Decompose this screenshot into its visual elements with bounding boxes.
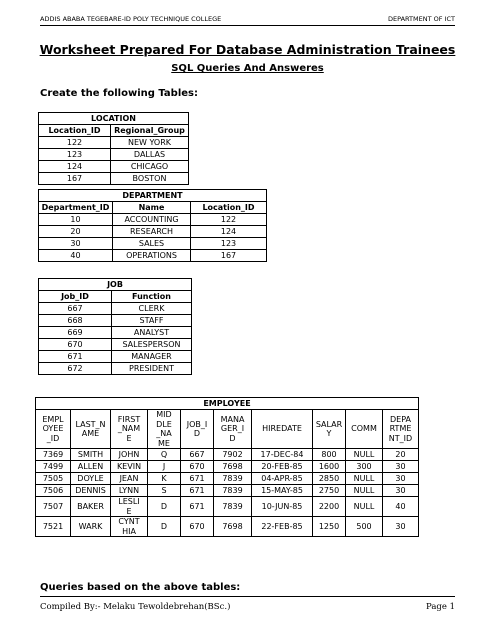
- table-cell: LYNN: [111, 485, 148, 497]
- table-cell: 04-APR-85: [252, 473, 313, 485]
- employee-table: [35, 397, 419, 537]
- column-header: EMPL OYEE _ID: [36, 410, 71, 449]
- table-row: [36, 497, 419, 517]
- table-row: [39, 149, 189, 161]
- page-number: Page 1: [426, 602, 455, 612]
- table-cell: 7506: [36, 485, 71, 497]
- table-cell: 2850: [313, 473, 346, 485]
- table-cell: PRESIDENT: [112, 363, 192, 375]
- table-cell: MANAGER: [112, 351, 192, 363]
- table-cell: CYNT HIA: [111, 517, 148, 537]
- table-cell: Q: [148, 449, 181, 461]
- table-cell: OPERATIONS: [113, 250, 191, 262]
- table-cell: CHICAGO: [111, 161, 189, 173]
- page-footer: [40, 596, 455, 617]
- table-row: [39, 214, 267, 226]
- table-row: [39, 363, 192, 375]
- table-cell: 7507: [36, 497, 71, 517]
- table-cell: NULL: [346, 449, 383, 461]
- column-header: Location_ID: [39, 125, 111, 137]
- table-cell: 122: [191, 214, 267, 226]
- table-cell: 10-JUN-85: [252, 497, 313, 517]
- table-cell: 7839: [214, 497, 252, 517]
- table-cell: 20-FEB-85: [252, 461, 313, 473]
- table-cell: 30: [383, 485, 419, 497]
- table-cell: 124: [191, 226, 267, 238]
- column-header: LAST_N AME: [71, 410, 111, 449]
- table-cell: 672: [39, 363, 112, 375]
- column-header: Name: [113, 202, 191, 214]
- table-cell: NULL: [346, 473, 383, 485]
- table-cell: 2750: [313, 485, 346, 497]
- section-heading-create: Create the following Tables:: [40, 88, 198, 99]
- table-cell: 1600: [313, 461, 346, 473]
- page-subtitle: SQL Queries And Answeres: [171, 63, 324, 74]
- table-cell: 7902: [214, 449, 252, 461]
- table-cell: 124: [39, 161, 111, 173]
- table-caption: LOCATION: [39, 113, 189, 125]
- table-cell: 2200: [313, 497, 346, 517]
- table-cell: 30: [383, 517, 419, 537]
- table-row: [39, 226, 267, 238]
- table-cell: BOSTON: [111, 173, 189, 185]
- table-row: [39, 315, 192, 327]
- table-cell: 167: [39, 173, 111, 185]
- table-cell: ALLEN: [71, 461, 111, 473]
- table-cell: NULL: [346, 497, 383, 517]
- table-cell: 40: [383, 497, 419, 517]
- table-cell: DOYLE: [71, 473, 111, 485]
- table-row: [39, 238, 267, 250]
- table-row: [39, 339, 192, 351]
- column-header: FIRST _NAM E: [111, 410, 148, 449]
- table-cell: JOHN: [111, 449, 148, 461]
- table-cell: SALES: [113, 238, 191, 250]
- table-cell: 671: [181, 485, 214, 497]
- table-cell: 167: [191, 250, 267, 262]
- table-row: [39, 250, 267, 262]
- table-cell: 7521: [36, 517, 71, 537]
- table-cell: 30: [383, 473, 419, 485]
- table-cell: 30: [383, 461, 419, 473]
- table-row: [39, 303, 192, 315]
- table-cell: CLERK: [112, 303, 192, 315]
- table-row: [39, 161, 189, 173]
- table-cell: K: [148, 473, 181, 485]
- table-cell: 500: [346, 517, 383, 537]
- column-header: Location_ID: [191, 202, 267, 214]
- table-cell: 671: [181, 473, 214, 485]
- page-header: [40, 15, 455, 26]
- table-cell: 670: [39, 339, 112, 351]
- table-cell: 123: [39, 149, 111, 161]
- table-cell: NEW YORK: [111, 137, 189, 149]
- column-header: HIREDATE: [252, 410, 313, 449]
- table-cell: 667: [39, 303, 112, 315]
- table-row: [39, 351, 192, 363]
- table-cell: WARK: [71, 517, 111, 537]
- table-cell: 7698: [214, 517, 252, 537]
- table-cell: J: [148, 461, 181, 473]
- table-cell: LESLI E: [111, 497, 148, 517]
- table-cell: D: [148, 517, 181, 537]
- table-cell: 15-MAY-85: [252, 485, 313, 497]
- section-heading-queries: Queries based on the above tables:: [40, 582, 241, 593]
- table-cell: ACCOUNTING: [113, 214, 191, 226]
- column-header: SALAR Y: [313, 410, 346, 449]
- table-cell: STAFF: [112, 315, 192, 327]
- table-cell: 671: [39, 351, 112, 363]
- table-cell: 7839: [214, 485, 252, 497]
- department-name: DEPARTMENT OF ICT: [387, 15, 455, 23]
- compiler-credit: Compiled By:- Melaku Tewoldebrehan(BSc.): [40, 602, 231, 612]
- table-caption: DEPARTMENT: [39, 190, 267, 202]
- table-caption: JOB: [39, 279, 192, 291]
- table-cell: D: [148, 497, 181, 517]
- table-cell: S: [148, 485, 181, 497]
- college-name: ADDIS ABABA TEGEBARE-ID POLY TECHNIQUE COLLEGE: [40, 15, 222, 23]
- job-table: [38, 278, 192, 375]
- table-cell: SALESPERSON: [112, 339, 192, 351]
- table-cell: SMITH: [71, 449, 111, 461]
- table-cell: 1250: [313, 517, 346, 537]
- table-cell: 122: [39, 137, 111, 149]
- department-table: [38, 189, 267, 262]
- table-cell: NULL: [346, 485, 383, 497]
- location-table: [38, 112, 189, 185]
- column-header: MID DLE _NA ME: [148, 410, 181, 449]
- column-header: MANA GER_I D: [214, 410, 252, 449]
- table-cell: KEVIN: [111, 461, 148, 473]
- table-cell: 20: [39, 226, 113, 238]
- table-cell: 671: [181, 497, 214, 517]
- table-cell: 40: [39, 250, 113, 262]
- table-cell: 670: [181, 461, 214, 473]
- table-cell: 670: [181, 517, 214, 537]
- table-row: [36, 449, 419, 461]
- table-row: [39, 173, 189, 185]
- table-cell: ANALYST: [112, 327, 192, 339]
- table-cell: 30: [39, 238, 113, 250]
- table-row: [36, 461, 419, 473]
- table-cell: 17-DEC-84: [252, 449, 313, 461]
- column-header: Job_ID: [39, 291, 112, 303]
- table-cell: 7698: [214, 461, 252, 473]
- table-cell: DALLAS: [111, 149, 189, 161]
- table-cell: BAKER: [71, 497, 111, 517]
- table-cell: 123: [191, 238, 267, 250]
- table-cell: 7369: [36, 449, 71, 461]
- table-cell: JEAN: [111, 473, 148, 485]
- table-caption: EMPLOYEE: [36, 398, 419, 410]
- column-header: DEPA RTME NT_ID: [383, 410, 419, 449]
- table-cell: 669: [39, 327, 112, 339]
- table-cell: DENNIS: [71, 485, 111, 497]
- table-cell: 800: [313, 449, 346, 461]
- table-cell: 7505: [36, 473, 71, 485]
- table-cell: 10: [39, 214, 113, 226]
- column-header: Function: [112, 291, 192, 303]
- table-cell: 668: [39, 315, 112, 327]
- table-cell: 7499: [36, 461, 71, 473]
- column-header: Regional_Group: [111, 125, 189, 137]
- table-cell: 300: [346, 461, 383, 473]
- table-cell: 667: [181, 449, 214, 461]
- table-row: [39, 327, 192, 339]
- column-header: JOB_I D: [181, 410, 214, 449]
- table-row: [36, 473, 419, 485]
- column-header: COMM: [346, 410, 383, 449]
- table-cell: 7839: [214, 473, 252, 485]
- table-row: [39, 137, 189, 149]
- table-row: [36, 485, 419, 497]
- table-row: [36, 517, 419, 537]
- table-cell: 20: [383, 449, 419, 461]
- column-header: Department_ID: [39, 202, 113, 214]
- table-cell: 22-FEB-85: [252, 517, 313, 537]
- table-cell: RESEARCH: [113, 226, 191, 238]
- page-title: Worksheet Prepared For Database Administration Trainees: [39, 42, 456, 57]
